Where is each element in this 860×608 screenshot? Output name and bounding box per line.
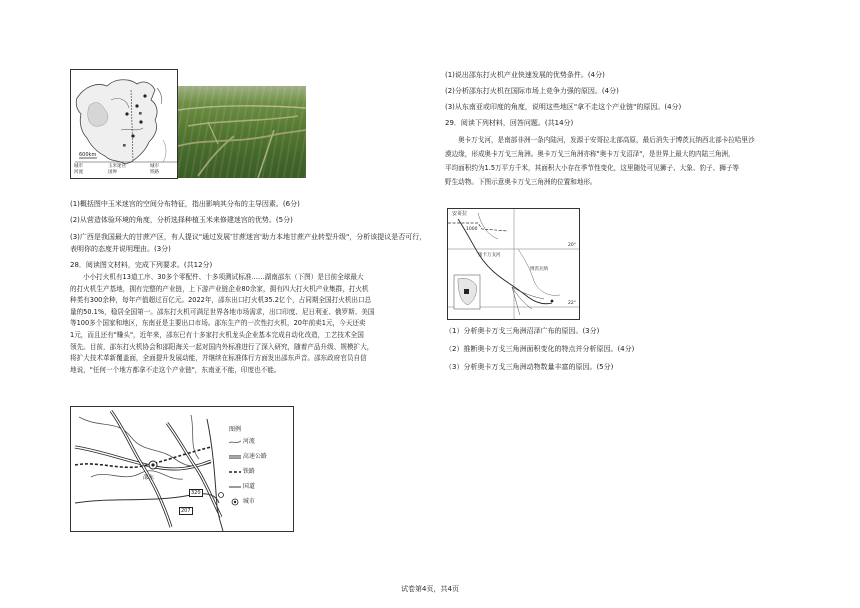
railway-symbol-icon — [229, 468, 241, 476]
q28-line-3: 量的50.1%，稳居全国第一。邵东打火机可满足世界各地市场需求，出口印度、尼日利亚、俄罗斯、美国 — [70, 307, 375, 316]
q29-line-0: 奥卡万戈河，是南部非洲一条内陆河，发源于安哥拉北部高原，最后消失于博茨瓦纳西北部卡拉哈里沙 — [458, 136, 755, 144]
legend-title: 图例 — [229, 426, 242, 433]
q28-line-6: 领先。目前，邵东打火机协会和邵阳海关一起对国内外标准进行了深入研究，随着产品升级、规模扩大， — [70, 342, 374, 351]
maize-maze-map-graphic — [71, 70, 177, 178]
label-okavango-river: 奥卡万戈河 — [478, 253, 501, 258]
highway-symbol-icon — [229, 453, 241, 461]
label-lat-22: 22° — [568, 301, 576, 306]
q28-line-4: 等100多个国家和地区，东南亚是主要出口市场。邵东生产的一次性打火机，20年前卖1元，今天还卖 — [70, 319, 366, 328]
q28-title: 28．阅读图文材料，完成下列要求。(共12分) — [70, 261, 213, 269]
maize-maze-paths — [178, 86, 306, 178]
legend-row-national-road — [229, 482, 255, 492]
q29-line-1: 漠边缘，形成奥卡万戈三角洲。奥卡万戈三角洲亦称"奥卡万戈沼泽"，是世界上最大的内陆三角洲， — [445, 150, 735, 158]
q28-line-0: 小小打火机有13道工序、30多个零配件、十多项测试标准……湖南邵东（下图）是目前全球最大 — [83, 273, 364, 281]
okavango-map — [447, 208, 580, 320]
map1-legend-4: 国界 — [108, 170, 117, 175]
road-badge-320 — [189, 489, 203, 497]
q28-line-8: 地说，"任何一个地方都拿不走这个产业链"，东南亚不能，印度也不能。 — [70, 365, 281, 374]
legend-row-highway — [229, 452, 267, 462]
q29-question-1: （1）分析奥卡万戈三角洲沼泽广布的原因。(3分) — [445, 327, 600, 335]
q29-question-2: （2）推断奥卡万戈三角洲面积变化的特点并分析原因。(4分) — [445, 345, 635, 353]
q28-question-1: (1)说出邵东打火机产业快速发展的优势条件。(4分) — [445, 71, 605, 79]
q28-line-2: 种类有300余种，每年产值超过百亿元。2022年，邵东出口打火机35.2亿个，占同期全国打火机出口总 — [70, 296, 372, 305]
road-badge-320-label: 320 — [191, 490, 201, 496]
road-badge-207 — [179, 507, 193, 515]
city-symbol-icon — [229, 498, 241, 506]
map1-legend-3: 河流 — [74, 170, 83, 175]
label-botswana: 博茨瓦纳 — [530, 267, 548, 272]
legend-railway: 铁路 — [242, 468, 255, 475]
map1-legend-1: 玉米迷宫 — [108, 164, 126, 169]
shaodong-city-label: 邵东 — [143, 475, 155, 481]
legend-river: 河流 — [242, 438, 255, 445]
label-angola: 安哥拉 — [452, 211, 468, 217]
okavango-map-graphic — [448, 209, 579, 319]
map1-legend-2: 城市 — [150, 164, 159, 169]
q27-question-1: (1)概括图中玉米迷宫的空间分布特征，指出影响其分布的主导因素。(6分) — [70, 200, 300, 208]
label-contour-1000: 1000 — [466, 227, 478, 232]
map1-scale: 600km — [79, 152, 97, 158]
q29-material — [445, 133, 815, 189]
legend-row-city — [229, 497, 255, 507]
q28-question-2: (2)分析邵东打火机在国际市场上竞争力强的原因。(4分) — [445, 87, 619, 95]
q28-line-1: 的打火机生产基地，拥有完整的产业链，上下游产业链企业80余家，拥有四大打火机产业集群，打火机 — [70, 284, 369, 293]
legend-highway: 高速公路 — [242, 453, 267, 460]
q29-question-3: （3）分析奥卡万戈三角洲动物数量丰富的原因。(5分) — [445, 363, 614, 371]
legend-national-road: 国道 — [242, 483, 255, 490]
map1-legend-0: 城市 — [74, 164, 83, 169]
q28-question-3: (3)从东南亚或印度的角度，说明这些地区"拿不走这个产业链"的原因。(4分) — [445, 103, 682, 111]
map1-legend-5: 铁路 — [150, 170, 159, 175]
label-lat-20: 20° — [568, 243, 576, 248]
q29-line-2: 平均面积约为1.5万平方千米，其面积大小存在季节性变化，这里随处可见狮子、大象、豹子、狮子等 — [445, 164, 740, 172]
maize-maze-photo — [178, 86, 306, 178]
national-road-symbol-icon — [229, 483, 241, 491]
page-footer: 试卷第4页，共4页 — [401, 585, 459, 593]
q28-line-7: 将扩大技术革新覆盖面，全面提升发展动能，并继续在标准体行方面发出邵东声音。邵东政府官员自信 — [70, 354, 367, 363]
q28-material — [70, 272, 430, 376]
q27-question-3: (3)广西是我国最大的甘蔗产区，有人提议"通过发展'甘蔗迷宫'助力本地甘蔗产业转型升级"，分析该提议是否可行，表明你的态度并说明理由。(3分) — [70, 233, 427, 253]
legend-city: 城市 — [242, 498, 255, 505]
legend-row-river — [229, 437, 255, 447]
shaodong-map-legend — [229, 425, 289, 525]
shaodong-map — [70, 406, 294, 532]
q29-title: 29．阅读下列材料，回答问题。(共14分) — [445, 119, 574, 127]
map1-legend — [74, 164, 174, 177]
maize-maze-map — [70, 69, 178, 179]
q27-question-2: (2)从营造体验环境的角度，分析选择种植玉米来修建迷宫的优势。(5分) — [70, 216, 293, 224]
river-symbol-icon — [229, 438, 241, 446]
road-badge-207-label: 207 — [181, 508, 191, 514]
q28-line-5: 1元，而且还有"赚头"，近年来，邵东已有十多家打火机龙头企业基本完成自动化改造，工艺技术全国 — [70, 330, 364, 339]
q29-line-3: 野生动物。下图示意奥卡万戈三角洲的位置和地形。 — [445, 178, 597, 186]
legend-row-railway — [229, 467, 255, 477]
